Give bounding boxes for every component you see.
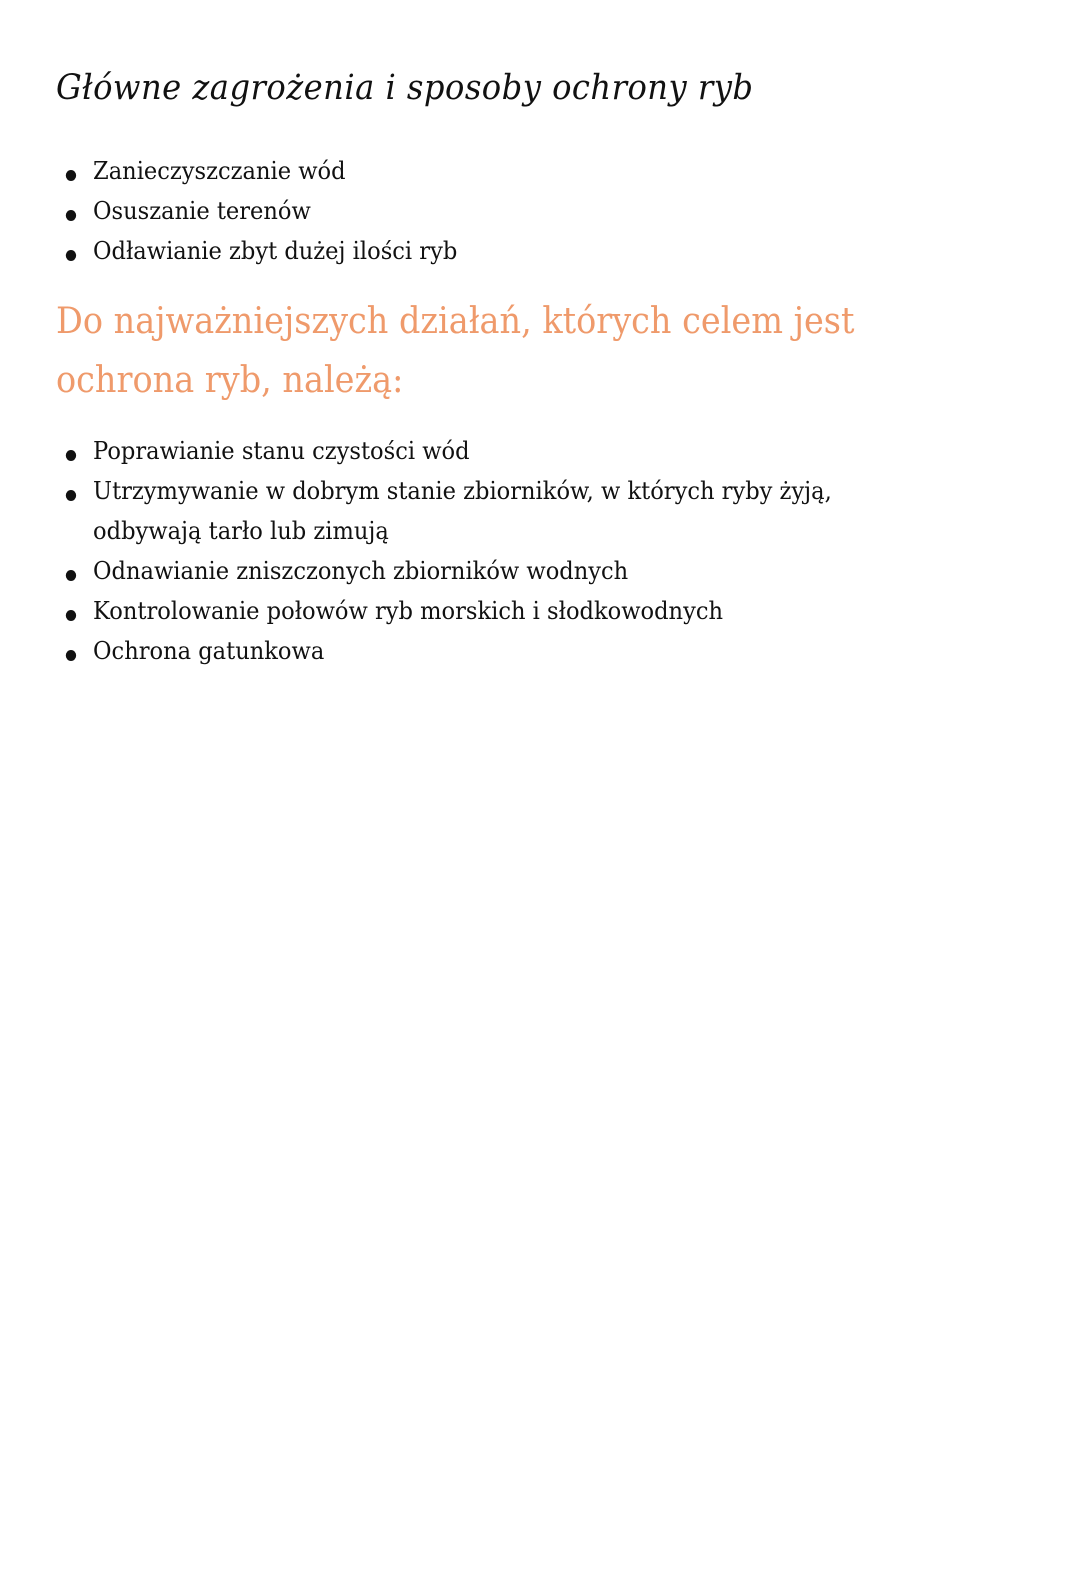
bullet-icon <box>66 490 76 501</box>
bullet-icon <box>66 450 76 461</box>
bullet-icon <box>66 570 76 581</box>
list-item-text: Ochrona gatunkowa <box>93 637 325 665</box>
list-item <box>0 191 920 231</box>
list-item-text: Utrzymywanie w dobrym stanie zbiorników, w których ryby żyją, odbywają tarło lub zimują <box>93 477 832 545</box>
list-item-text: Kontrolowanie połowów ryb morskich i słodkowodnych <box>93 597 724 625</box>
list-item <box>0 551 920 591</box>
list-item-text: Poprawianie stanu czystości wód <box>93 437 470 465</box>
page-title: Główne zagrożenia i sposoby ochrony ryb <box>56 68 754 108</box>
list-item <box>0 471 920 551</box>
bullet-icon <box>66 650 76 661</box>
list-item <box>0 151 920 191</box>
threats-list <box>0 151 979 271</box>
list-item-text: Odławianie zbyt dużej ilości ryb <box>93 237 458 265</box>
bullet-icon <box>66 610 76 621</box>
list-item <box>0 431 920 471</box>
list-item-text: Zanieczyszczanie wód <box>93 157 346 185</box>
list-item <box>0 231 920 271</box>
list-item <box>0 631 920 671</box>
list-item-text: Odnawianie zniszczonych zbiorników wodnych <box>93 557 629 585</box>
section-subheading: Do najważniejszych działań, których celem jest ochrona ryb, należą: <box>56 301 855 401</box>
bullet-icon <box>66 170 76 181</box>
bullet-icon <box>66 210 76 221</box>
list-item <box>0 591 920 631</box>
list-item-text: Osuszanie terenów <box>93 197 311 225</box>
bullet-icon <box>66 250 76 261</box>
actions-list <box>0 431 979 671</box>
